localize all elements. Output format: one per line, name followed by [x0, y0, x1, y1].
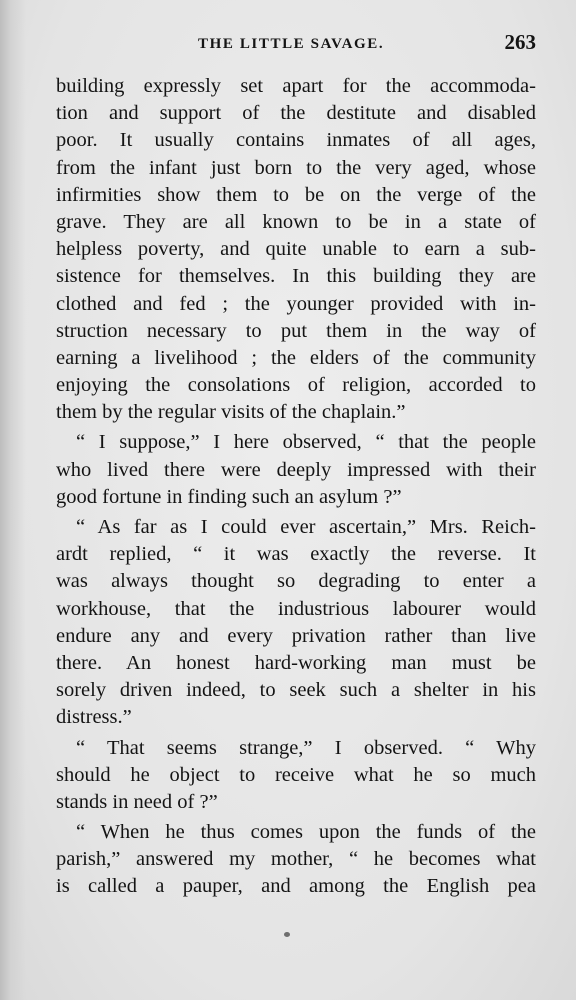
text-line: “ As far as I could ever ascertain,” Mrs. Reich-: [76, 516, 536, 538]
text-line: endure any and every privation rather than live: [56, 624, 536, 647]
text-line: tion and support of the destitute and disabled: [56, 102, 536, 125]
text-line: building expressly set apart for the accommoda-: [56, 75, 536, 97]
text-line: good fortune in finding such an asylum ?”: [56, 485, 402, 508]
body-text: [56, 73, 536, 901]
text-line: helpless poverty, and quite unable to earn a sub-: [56, 238, 536, 261]
text-line: “ When he thus comes upon the funds of the: [76, 821, 536, 844]
text-line: clothed and fed ; the younger provided with in-: [56, 292, 536, 315]
text-line: them by the regular visits of the chaplain.”: [56, 401, 406, 424]
text-line: struction necessary to put them in the way of: [56, 319, 536, 342]
text-line: distress.”: [56, 706, 132, 729]
text-line: should he object to receive what he so much: [56, 763, 536, 786]
text-line: “ I suppose,” I here observed, “ that the people: [76, 431, 536, 454]
text-line: workhouse, that the industrious labourer would: [56, 597, 536, 620]
text-line: is called a pauper, and among the English pea: [56, 875, 536, 898]
page-number: 263: [504, 30, 536, 54]
text-line: who lived there were deeply impressed with their: [56, 458, 536, 481]
page-header: [58, 30, 536, 60]
text-line: “ That seems strange,” I observed. “ Why: [76, 736, 536, 759]
text-line: parish,” answered my mother, “ he becomes what: [56, 848, 536, 871]
text-line: enjoying the consolations of religion, accorded to: [56, 374, 536, 397]
text-line: from the infant just born to the very aged, whose: [56, 156, 536, 179]
text-line: sorely driven indeed, to seek such a shelter in his: [56, 679, 536, 702]
text-line: ardt replied, “ it was exactly the reverse. It: [56, 543, 536, 566]
text-line: grave. They are all known to be in a state of: [56, 210, 536, 233]
text-line: poor. It usually contains inmates of all ages,: [56, 129, 536, 152]
text-line: infirmities show them to be on the verge of the: [56, 183, 536, 206]
text-line: stands in need of ?”: [56, 790, 218, 813]
text-line: sistence for themselves. In this building they are: [56, 265, 536, 288]
ink-speck: [284, 932, 290, 937]
running-title: THE LITTLE SAVAGE.: [198, 36, 385, 52]
page-gutter-shadow: [0, 0, 26, 1000]
text-line: earning a livelihood ; the elders of the community: [56, 346, 536, 369]
text-line: was always thought so degrading to enter a: [56, 570, 536, 593]
text-line: there. An honest hard-working man must be: [56, 651, 536, 674]
